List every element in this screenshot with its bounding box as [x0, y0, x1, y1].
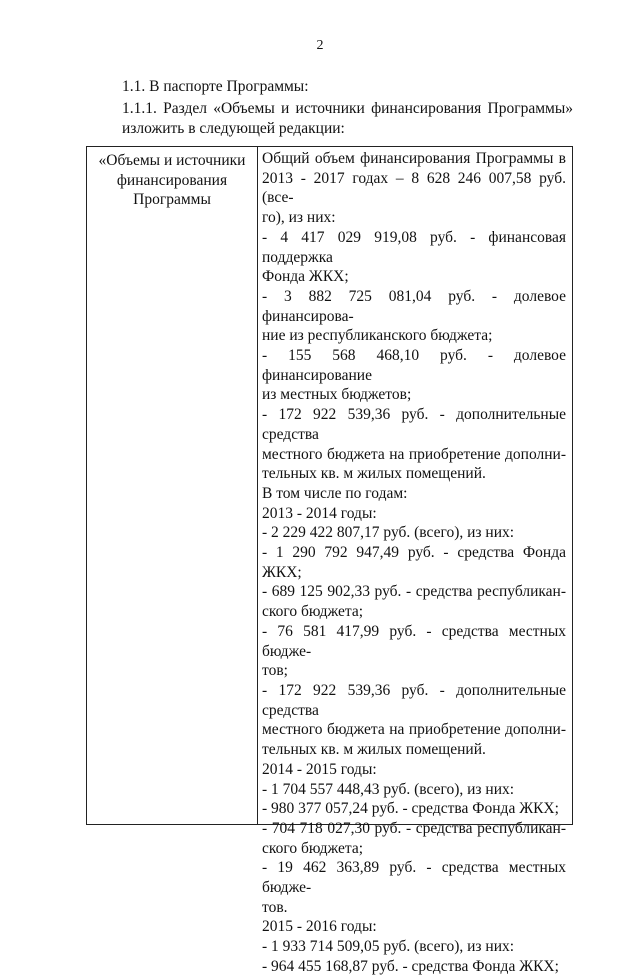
right-cell-line: - 2 229 422 807,17 руб. (всего), из них:: [262, 524, 515, 542]
right-cell-line: Фонда ЖКХ;: [262, 268, 349, 286]
table-left-cell: [87, 147, 258, 824]
right-cell-line: - 964 455 168,87 руб. - средства Фонда ЖКХ;: [262, 957, 559, 975]
right-cell-line: - 1 290 792 947,49 руб. - средства Фонда ЖКХ;: [262, 544, 566, 581]
right-cell-line: Общий объем финансирования Программы в: [262, 150, 566, 167]
right-cell-line: ского бюджета;: [262, 839, 364, 857]
right-cell-line: 2013 - 2014 годы:: [262, 504, 377, 522]
intro-paragraph-2: [86, 99, 573, 139]
right-cell-line: - 172 922 539,36 руб. - дополнительные средства: [262, 681, 566, 719]
right-cell-line: В том числе по годам:: [262, 484, 408, 502]
right-cell-line: - 689 125 902,33 руб. - средства республикан-: [262, 583, 566, 601]
left-cell-line: финансирования: [116, 171, 228, 189]
right-cell-line: тов;: [262, 662, 288, 680]
right-cell-line: - 1 704 557 448,43 руб. (всего), из них:: [262, 780, 515, 798]
right-cell-line: 2013 - 2017 годах – 8 628 246 007,58 руб. (все-: [262, 169, 566, 207]
page-number: 2: [316, 38, 324, 53]
right-cell-line: го), из них:: [262, 209, 336, 227]
right-cell-line: тов.: [262, 898, 288, 916]
right-cell-line: - 704 718 027,30 руб. - средства республикан-: [262, 819, 566, 837]
right-cell-line: тельных кв. м жилых помещений.: [262, 741, 486, 759]
right-cell-line: - 3 882 725 081,04 руб. - долевое финансирова-: [262, 287, 566, 325]
right-cell-line: - 4 417 029 919,08 руб. - финансовая поддержка: [262, 228, 566, 266]
intro-paragraph-2-line-1: 1.1.1. Раздел «Объемы и источники финансирования Программы»: [122, 100, 573, 117]
right-cell-line: - 155 568 468,10 руб. - долевое финансирование: [262, 347, 566, 384]
right-cell-line: местного бюджета на приобретение дополни-: [262, 721, 566, 739]
right-cell-line: - 172 922 539,36 руб. - дополнительные средства: [262, 406, 566, 443]
right-cell-line: местного бюджета на приобретение дополни-: [262, 445, 566, 463]
intro-paragraph-1: 1.1. В паспорте Программы:: [122, 78, 309, 95]
table-right-cell: [258, 147, 572, 975]
right-cell-line: - 980 377 057,24 руб. - средства Фонда ЖКХ;: [262, 800, 559, 818]
right-cell-line: - 19 462 363,89 руб. - средства местных бюдже-: [262, 859, 566, 897]
intro-paragraph-2-line-2: изложить в следующей редакции:: [122, 120, 345, 137]
right-cell-line: ние из республиканского бюджета;: [262, 327, 493, 345]
financing-table: [86, 146, 573, 975]
right-cell-line: 2014 - 2015 годы:: [262, 760, 377, 778]
right-cell-line: - 1 933 714 509,05 руб. (всего), из них:: [262, 938, 515, 956]
right-cell-line: - 76 581 417,99 руб. - средства местных бюдже-: [262, 622, 566, 660]
left-cell-line: «Объемы и источники: [98, 152, 246, 169]
right-cell-line: тельных кв. м жилых помещений.: [262, 465, 486, 483]
right-cell-line: из местных бюджетов;: [262, 386, 412, 404]
left-cell-line: Программы: [133, 191, 211, 209]
right-cell-line: 2015 - 2016 годы:: [262, 918, 377, 936]
right-cell-line: ского бюджета;: [262, 603, 364, 621]
